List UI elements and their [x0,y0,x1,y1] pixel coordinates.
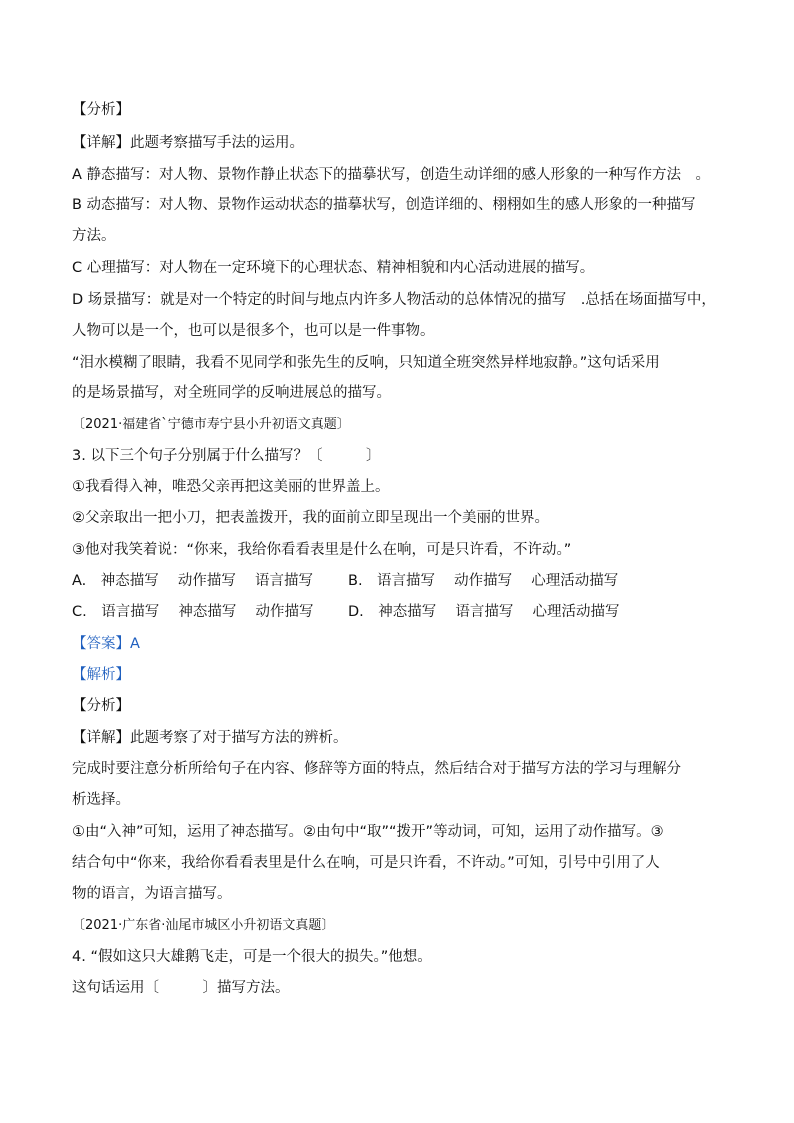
q3-para-2: 析选择。 [72,792,130,808]
q4-source: 〔2021·广东省·汕尾市城区小升初语文真题〕 [72,918,335,933]
item-a: A 静态描写：对人物、景物作静止状态下的描摹状写，创造生动详细的感人形象的一种写作方法 。 [72,167,711,183]
q3-option-b: B. 语言描写 动作描写 心理活动描写 [348,573,619,589]
q3-para-3: ①由“入神”可知，运用了神态描写。②由句中“取”“拨开”等动词，可知，运用了动作描写。③ [72,824,664,840]
q4-prompt: 这句话运用〔 〕描写方法。 [72,980,290,996]
q3-analysis-heading: 【分析】 [72,698,130,714]
q3-sentence-2: ②父亲取出一把小刀，把表盖拨开，我的面前立即呈现出一个美丽的世界。 [72,510,549,526]
q3-para-1: 完成时要注意分析所给句子在内容、修辞等方面的特点，然后结合对于描写方法的学习与理解分 [72,761,681,777]
item-d-line2: 人物可以是一个，也可以是很多个，也可以是一件事物。 [72,323,435,339]
q3-para-5: 物的语言，为语言描写。 [72,886,232,902]
item-b-line2: 方法。 [72,228,116,244]
item-d-line1: D 场景描写：就是对一个特定的时间与地点内许多人物活动的总体情况的描写 .总括在场面描写中， [72,292,716,308]
q3-option-a: A. 神态描写 动作描写 语言描写 [72,573,313,589]
item-c: C 心理描写：对人物在一定环境下的心理状态、精神相貌和内心活动进展的描写。 [72,260,595,276]
q3-option-c: C. 语言描写 神态描写 动作描写 [72,604,314,620]
q3-stem: 3. 以下三个句子分别属于什么描写？〔 〕 [72,448,381,464]
quote-line1: “泪水模糊了眼睛，我看不见同学和张先生的反响，只知道全班突然异样地寂静。”这句话采用 [72,355,660,371]
quote-line2: 的是场景描写，对全班同学的反响进展总的描写。 [72,385,391,401]
q3-explain-heading: 【解析】 [72,667,130,683]
q3-source: 〔2021·福建省`宁德市寿宁县小升初语文真题〕 [72,417,350,432]
q3-sentence-1: ①我看得入神，唯恐父亲再把这美丽的世界盖上。 [72,479,390,495]
analysis-heading: 【分析】 [72,102,130,118]
q3-para-4: 结合句中“你来，我给你看看表里是什么在响，可是只许看，不许动。”可知，引号中引用了人 [72,855,660,871]
detail-heading: 【详解】此题考察描写手法的运用。 [72,135,304,151]
q4-stem: 4. “假如这只大雄鹅飞走，可是一个很大的损失。”他想。 [72,949,432,965]
q3-answer: 【答案】A [72,636,140,652]
q3-detail: 【详解】此题考察了对于描写方法的辨析。 [72,730,348,746]
q3-option-d: D. 神态描写 语言描写 心理活动描写 [348,604,620,620]
q3-sentence-3: ③他对我笑着说：“你来，我给你看看表里是什么在响，可是只许看，不许动。” [72,542,572,558]
item-b-line1: B 动态描写：对人物、景物作运动状态的描摹状写，创造详细的、栩栩如生的感人形象的一种描写 [72,197,696,213]
